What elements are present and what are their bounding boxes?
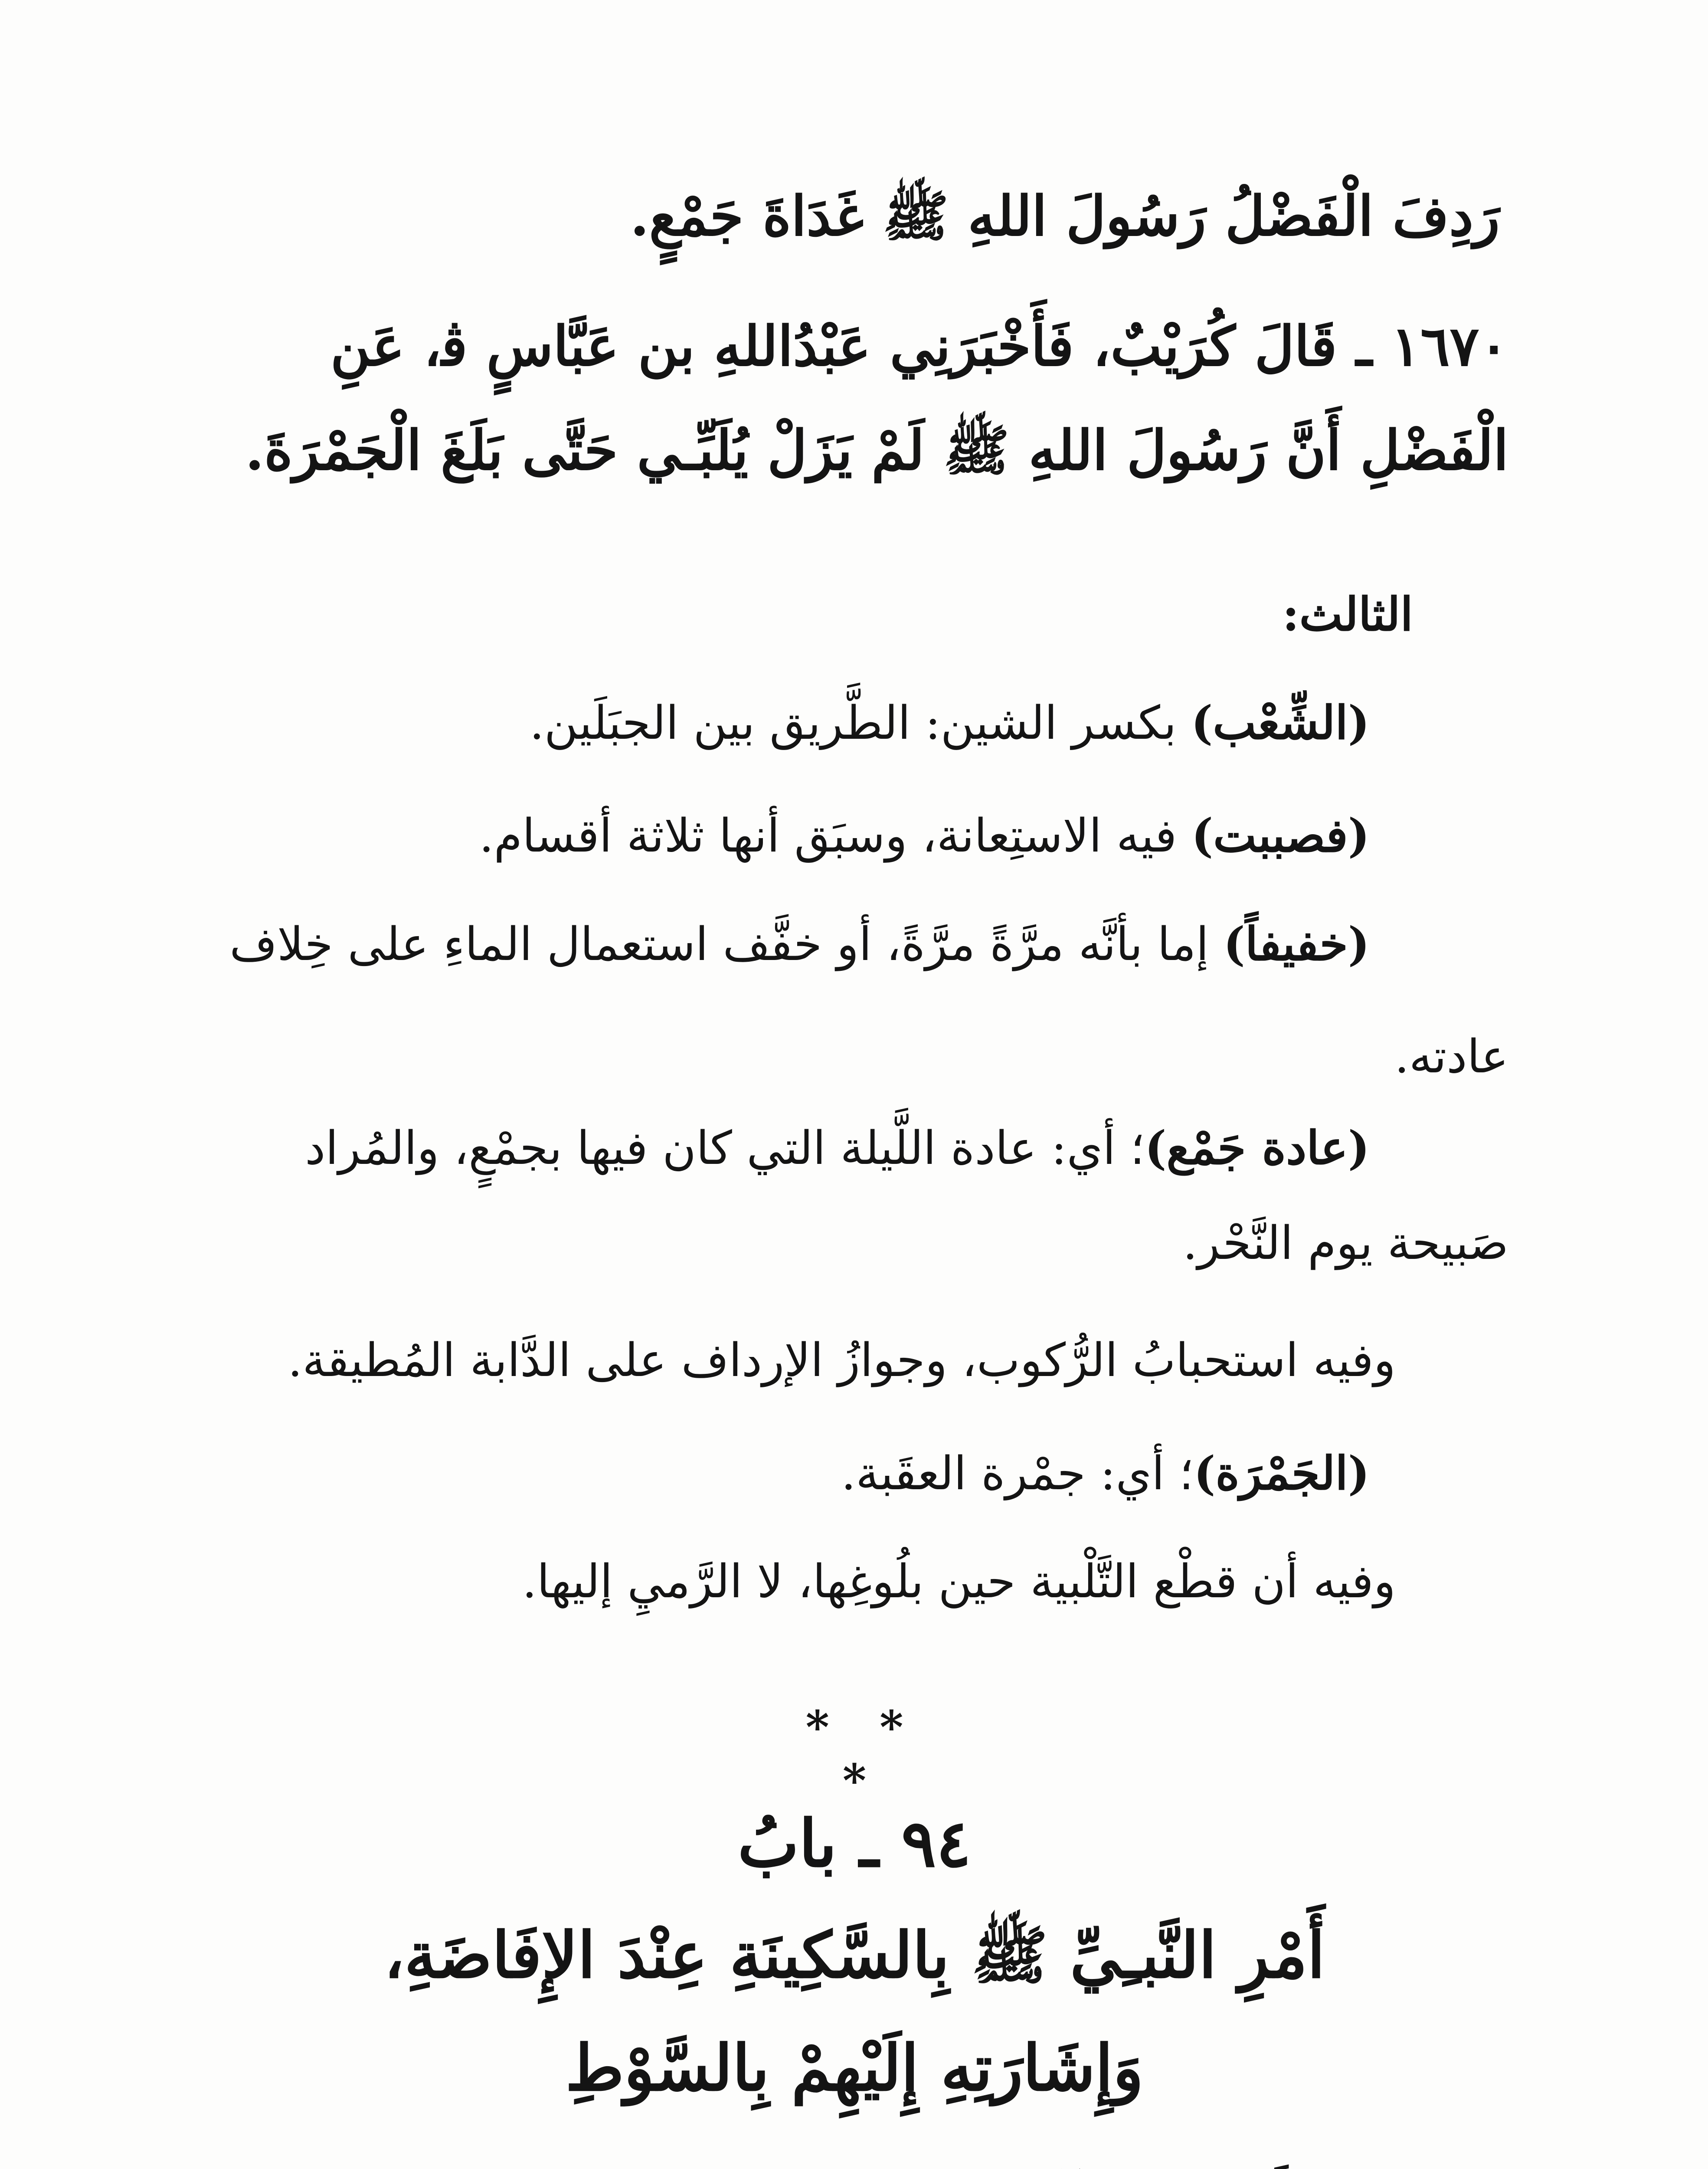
commentary-heading: الثالث: [1282, 587, 1413, 641]
gloss-text: ؛ أي: عادة اللَّيلة التي كان فيها بجمْعٍ، والمُراد [305, 1121, 1145, 1175]
section-separator: * * * [805, 1700, 921, 1807]
gloss-text: فيه الاستِعانة، وسبَق أنها ثلاثة أقسام. [479, 809, 1192, 862]
gloss-text: بكسر الشين: الطَّريق بين الجبَلَين. [530, 696, 1191, 750]
chapter-title-line-1: أَمْرِ النَّبـِيِّ ﷺ بِالسَّكِينَةِ عِنْدَ الإِفَاضَةِ، [384, 1918, 1325, 1992]
gloss-line-5 [841, 1445, 1370, 1503]
gloss-term: (الجَمْرَة) [1194, 1446, 1370, 1500]
hadith-line-3: الْفَضْلِ أَنَّ رَسُولَ اللهِ ﷺ لَمْ يَزَلْ يُلَبِّـي حَتَّى بَلَغَ الْجَمْرَةَ. [245, 418, 1508, 482]
chapter-title-line-2: وَإِشَارَتِهِ إِلَيْهِمْ بِالسَّوْطِ [565, 2031, 1144, 2105]
gloss-text: ؛ أي: جمْرة العقَبة. [841, 1447, 1194, 1500]
benefit-line-1: وفيه استحبابُ الرُّكوب، وجوازُ الإرداف على الدَّابة المُطيقة. [288, 1334, 1396, 1387]
gloss-term: (خفيفاً) [1223, 917, 1370, 971]
hadith-line-1: رَدِفَ الْفَضْلُ رَسُولَ اللهِ ﷺ غَدَاةَ جَمْعٍ. [630, 184, 1500, 248]
benefit-line-2: وفيه أن قطْع التَّلْبية حين بلُوغِها، لا الرَّميِ إليها. [522, 1555, 1396, 1608]
gloss-line-2 [479, 807, 1370, 865]
gloss-line-3-continuation: عادته. [1394, 1030, 1508, 1083]
gloss-line-1 [530, 694, 1370, 752]
gloss-line-3 [229, 915, 1370, 973]
gloss-line-4 [305, 1119, 1370, 1177]
gloss-term: (عادة جَمْع) [1145, 1121, 1370, 1175]
gloss-text: إما بأنَّه مرَّةً مرَّةً، أو خفَّف استعمال الماءِ على خِلاف [229, 917, 1224, 971]
gloss-line-4-continuation: صَبيحة يوم النَّحْر. [1183, 1216, 1508, 1270]
chapter-label: ٩٤ ـ بابُ [737, 1805, 972, 1882]
gloss-term: (فصببت) [1191, 808, 1370, 862]
hadith-line-2: ١٦٧٠ ـ قَالَ كُرَيْبٌ، فَأَخْبَرَنِي عَبْدُاللهِ بن عَبَّاسٍ ﭬ، عَنِ [330, 314, 1508, 378]
gloss-term: (الشِّعْب) [1191, 695, 1370, 750]
